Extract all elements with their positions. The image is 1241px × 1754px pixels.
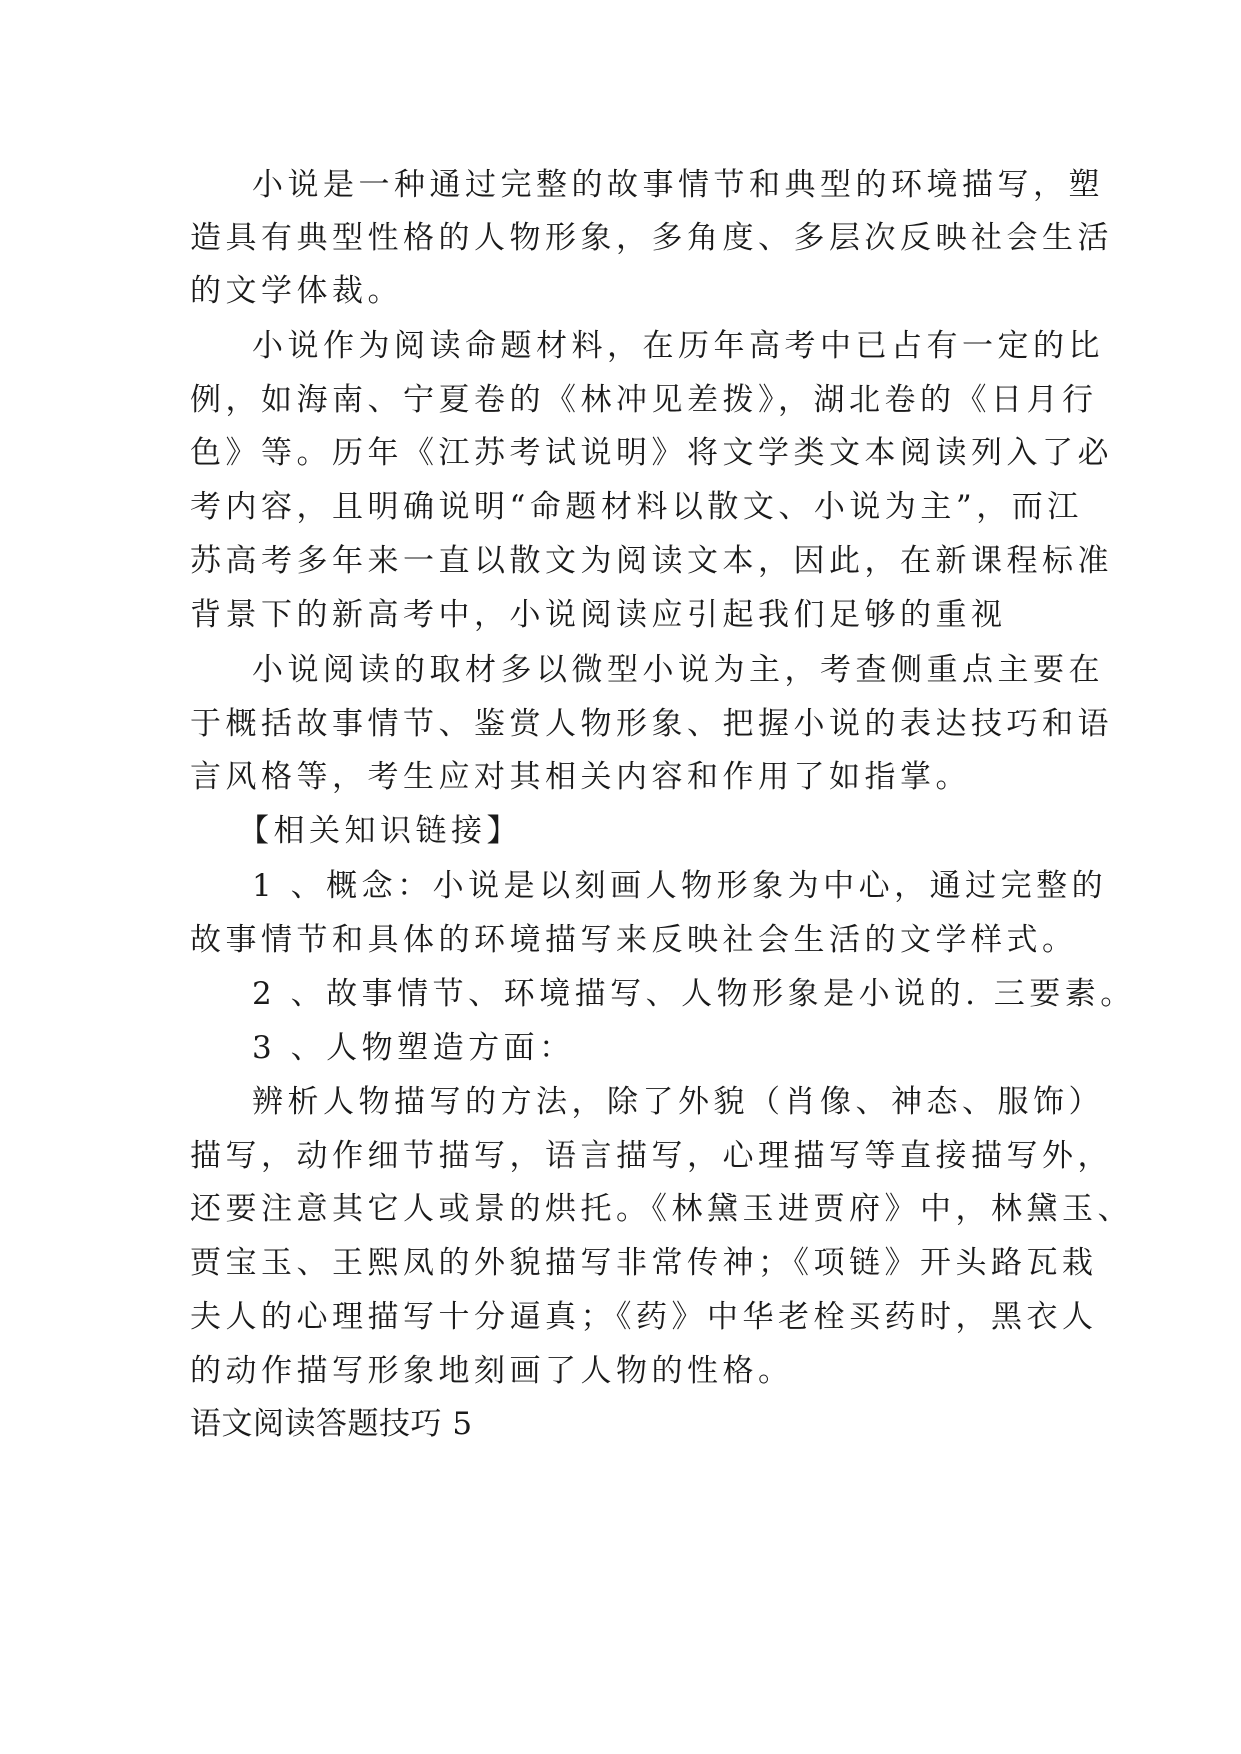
paragraph-4-line-5: 夫人的心理描写十分逼真；《药》中华老栓买药时，黑衣人 (190, 1299, 1098, 1335)
item-1-line-1: 1 、概念：小说是以刻画人物形象为中心，通过完整的 (252, 868, 1108, 904)
paragraph-2-line-2: 例，如海南、宁夏卷的《林冲见差拨》，湖北卷的《日月行 (190, 382, 1098, 418)
paragraph-2-line-6: 背景下的新高考中，小说阅读应引起我们足够的重视 (190, 597, 1007, 633)
paragraph-2-line-5: 苏高考多年来一直以散文为阅读文本，因此，在新课程标准 (190, 543, 1113, 579)
paragraph-1-line-2: 造具有典型性格的人物形象，多角度、多层次反映社会生活 (190, 220, 1113, 256)
paragraph-3-line-2: 于概括故事情节、鉴赏人物形象、把握小说的表达技巧和语 (190, 706, 1113, 742)
paragraph-3-line-3: 言风格等，考生应对其相关内容和作用了如指掌。 (190, 759, 971, 795)
paragraph-2-line-1: 小说作为阅读命题材料，在历年高考中已占有一定的比 (252, 328, 1104, 364)
knowledge-link-heading: 【相关知识链接】 (238, 813, 522, 849)
paragraph-4-line-2: 描写，动作细节描写，语言描写，心理描写等直接描写外， (190, 1138, 1113, 1174)
paragraph-2-line-3: 色》等。历年《江苏考试说明》将文学类文本阅读列入了必 (190, 435, 1113, 471)
paragraph-2-line-4: 考内容，且明确说明“命题材料以散文、小说为主”，而江 (190, 489, 1083, 525)
paragraph-1-line-1: 小说是一种通过完整的故事情节和典型的环境描写，塑 (252, 167, 1104, 203)
paragraph-1-line-3: 的文学体裁。 (190, 273, 403, 309)
paragraph-4-line-6: 的动作描写形象地刻画了人物的性格。 (190, 1353, 794, 1389)
item-1-line-2: 故事情节和具体的环境描写来反映社会生活的文学样式。 (190, 922, 1078, 958)
item-2-line-1: 2 、故事情节、环境描写、人物形象是小说的. 三要素。 (252, 976, 1136, 1012)
paragraph-4-line-1: 辨析人物描写的方法，除了外貌（肖像、神态、服饰） (252, 1084, 1104, 1120)
section-heading: 语文阅读答题技巧 5 (190, 1406, 473, 1442)
paragraph-4-line-3: 还要注意其它人或景的烘托。《林黛玉进贾府》中，林黛玉、 (190, 1191, 1133, 1227)
item-3-line-1: 3 、人物塑造方面： (252, 1030, 575, 1066)
paragraph-3-line-1: 小说阅读的取材多以微型小说为主，考查侧重点主要在 (252, 652, 1104, 688)
paragraph-4-line-4: 贾宝玉、王熙凤的外貌描写非常传神；《项链》开头路瓦栽 (190, 1245, 1098, 1281)
